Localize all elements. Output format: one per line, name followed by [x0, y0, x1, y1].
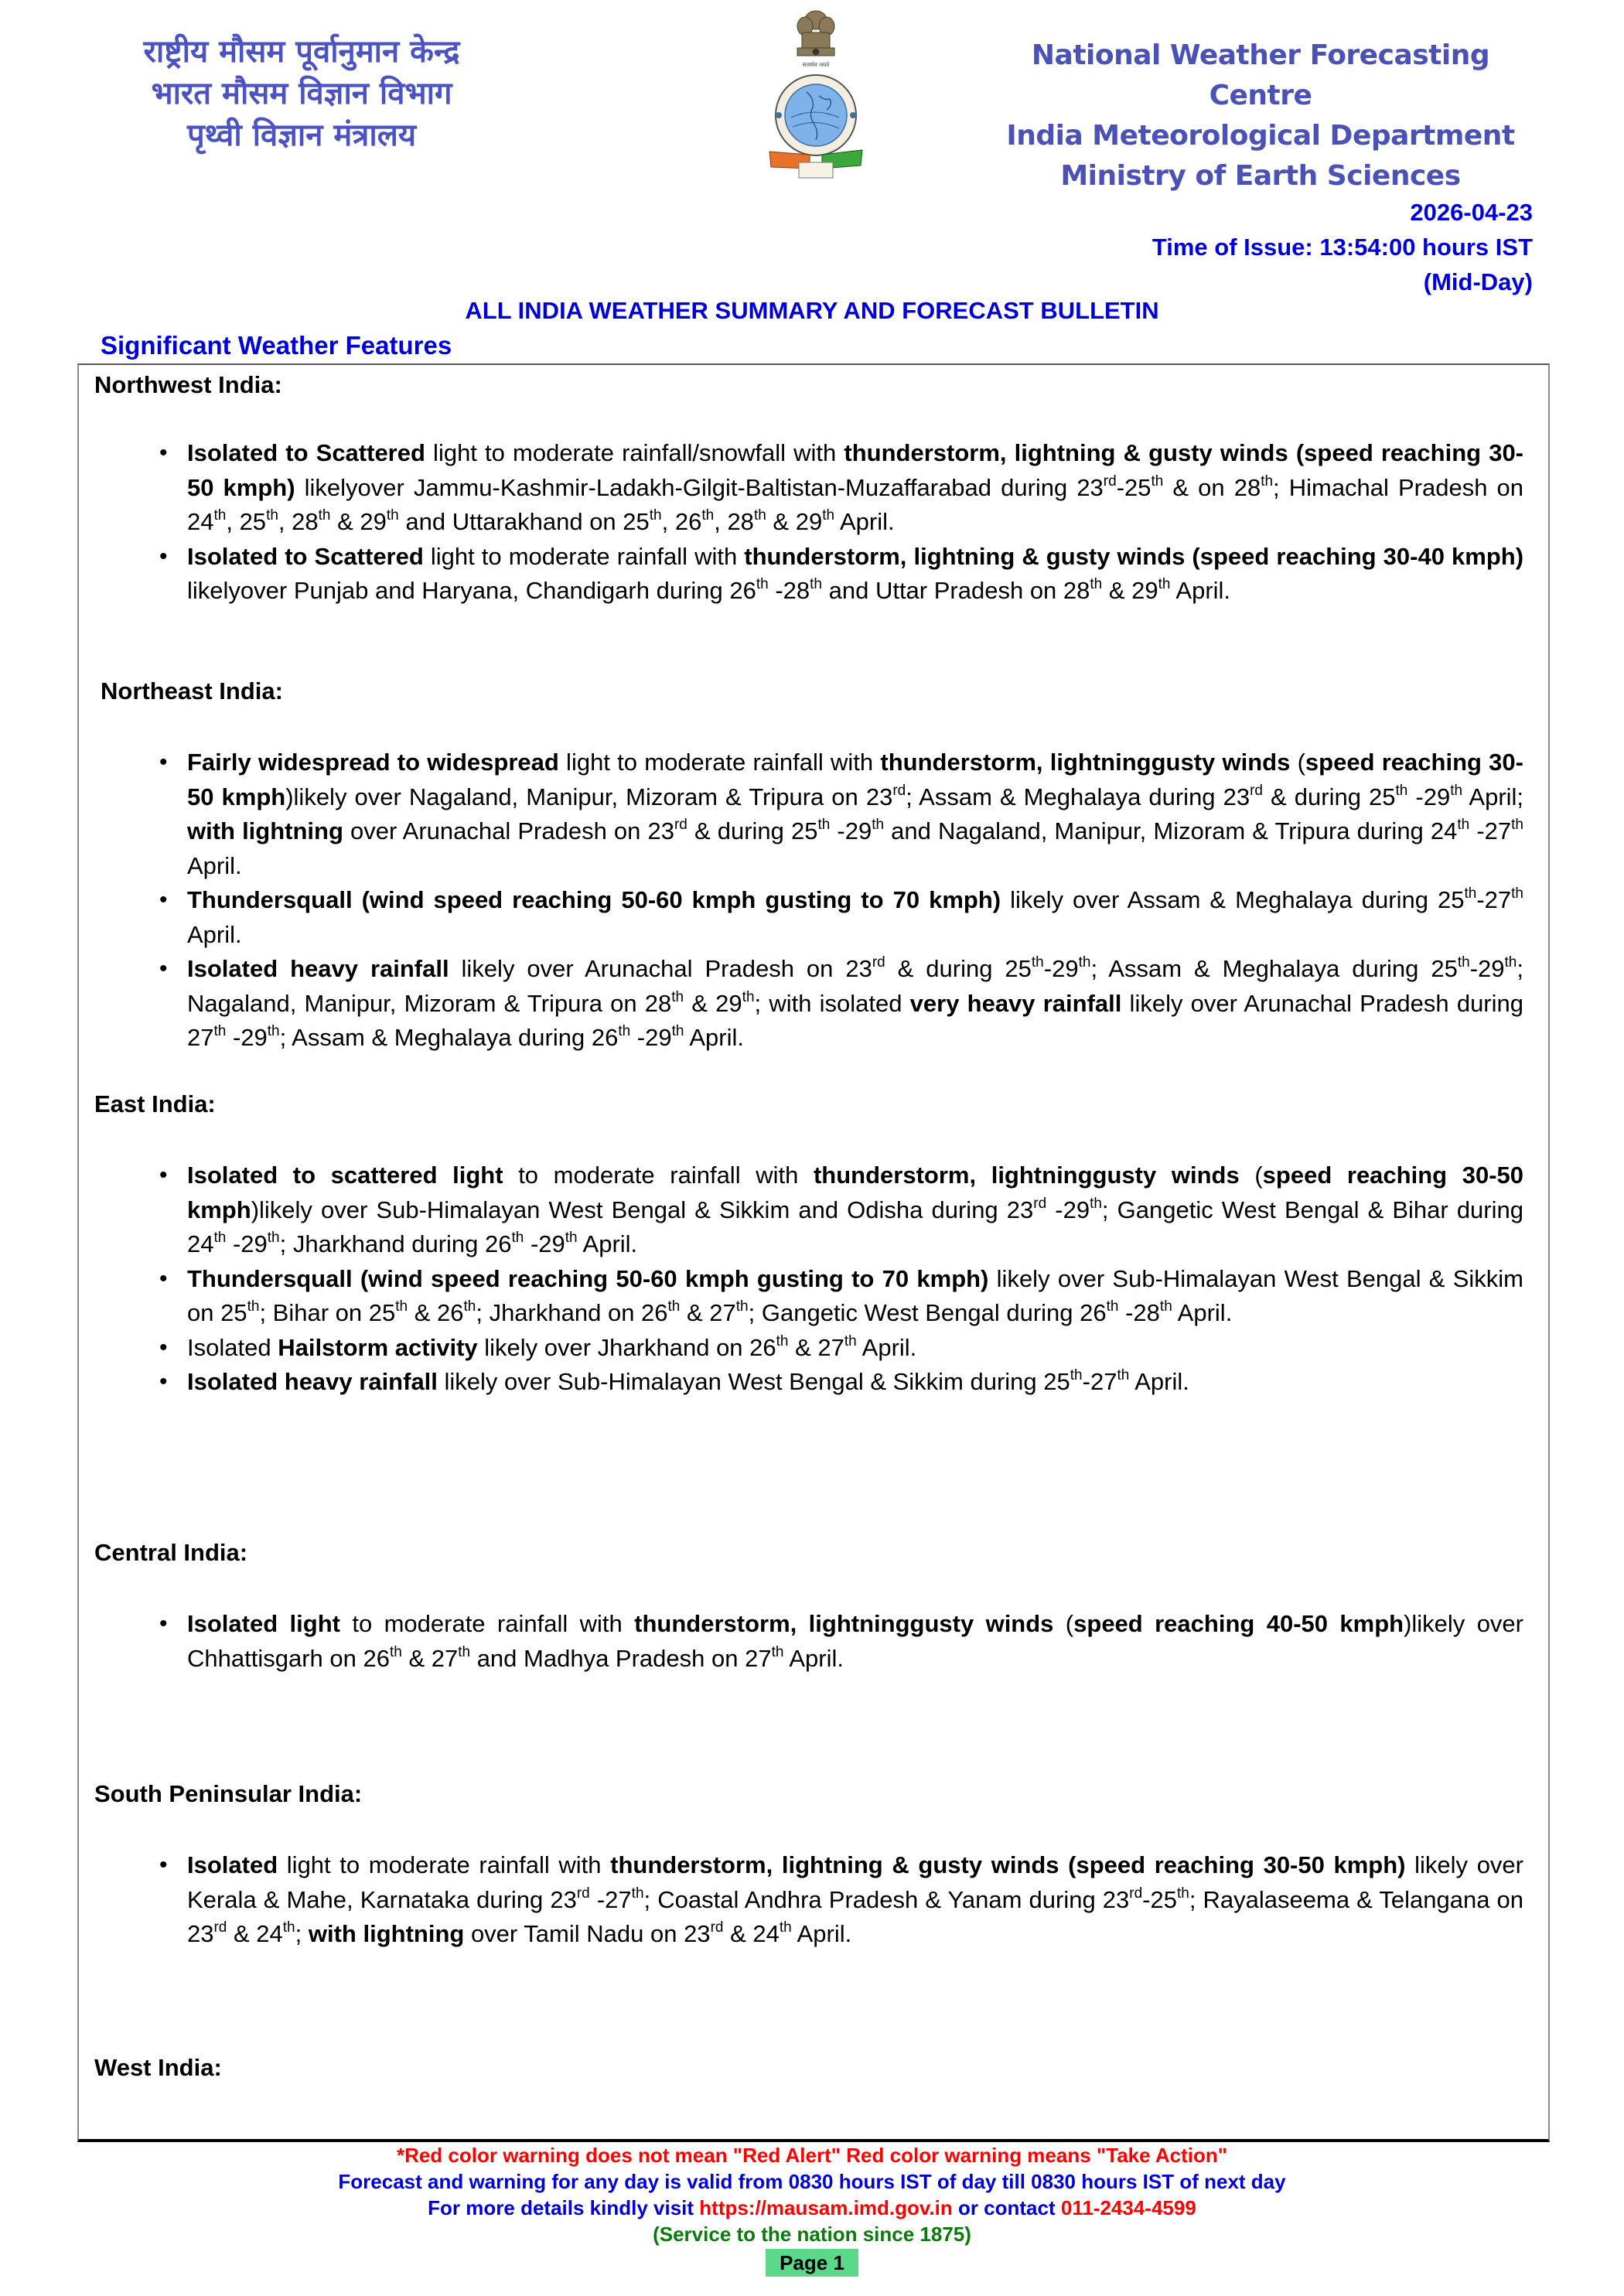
east-bullets [187, 1158, 1523, 1400]
list-item: • Thundersquall (wind speed reaching 50-60 kmph gusting to 70 kmph) likely over Sub-Himalayan West Bengal & Sikkim on 25th; Bihar on 25th & 26th; Jharkhand on 26th & 27th; Gangetic West Bengal during 26th -28th April. [187, 1262, 1523, 1331]
issue-time: Time of Issue: 13:54:00 hours IST [1151, 234, 1533, 261]
list-item: • Isolated to scattered light to moderate rainfall with thunderstorm, lightninggusty winds (speed reaching 30-50 kmph)likely over Sub-Himalayan West Bengal & Sikkim and Odisha during 23rd -29th; Gangetic West Bengal & Bihar during 24th -29th; Jharkhand during 26th -29th April. [187, 1158, 1523, 1262]
hindi-line-3: पृथ्वी विज्ञान मंत्रालय [186, 118, 417, 153]
region-heading-west: West India: [94, 2054, 222, 2081]
bulletin-title: ALL INDIA WEATHER SUMMARY AND FORECAST BULLETIN [465, 297, 1159, 324]
region-heading-south-peninsular: South Peninsular India: [94, 1780, 363, 1807]
central-bullets [187, 1607, 1523, 1676]
list-item: • Isolated Hailstorm activity likely over Jharkhand on 26th & 27th April. [187, 1331, 1523, 1366]
list-item: • Isolated heavy rainfall likely over Arunachal Pradesh on 23rd & during 25th-29th; Assam & Meghalaya during 25th-29th; Nagaland, Manipur, Mizoram & Tripura on 28th & 29th; with isolated very heavy rainfall likely over Arunachal Pradesh during 27th -29th; Assam & Meghalaya during 26th -29th April. [187, 952, 1523, 1056]
list-item: • Isolated to Scattered light to moderate rainfall with thunderstorm, lightning & gusty winds (speed reaching 30-40 kmph) likelyover Punjab and Haryana, Chandigarh during 26th -28th and Uttar Pradesh on 28th & 29th April. [187, 540, 1523, 609]
footer [0, 2142, 1624, 2277]
list-item: • Fairly widespread to widespread light to moderate rainfall with thunderstorm, lightninggusty winds (speed reaching 30-50 kmph)likely over Nagaland, Manipur, Mizoram & Tripura on 23rd; Assam & Meghalaya during 23rd & during 25th -29th April; with lightning over Arunachal Pradesh on 23rd & during 25th -29th and Nagaland, Manipur, Mizoram & Tripura during 24th -27th April. [187, 745, 1523, 883]
details-mid: or contact [952, 2196, 1061, 2219]
issue-period: (Mid-Day) [1423, 268, 1533, 295]
issue-info [1152, 195, 1533, 299]
validity-note: Forecast and warning for any day is valid from 0830 hours IST of day till 0830 hours IST of next day [338, 2170, 1286, 2193]
south-peninsular-bullets [187, 1848, 1523, 1952]
website-link[interactable]: https://mausam.imd.gov.in [699, 2196, 953, 2219]
section-title: Significant Weather Features [101, 331, 452, 360]
issue-date: 2026-04-23 [1410, 199, 1533, 226]
red-warning-note: *Red color warning does not mean "Red Alert" Red color warning means "Take Action" [396, 2144, 1228, 2167]
page-number-badge: Page 1 [766, 2249, 858, 2277]
list-item: • Isolated light to moderate rainfall with thunderstorm, lightninggusty winds (speed reaching 40-50 kmph)likely over Chhattisgarh on 26th & 27th and Madhya Pradesh on 27th April. [187, 1607, 1523, 1676]
org-line-2: India Meteorological Department [1006, 120, 1515, 152]
org-line-3: Ministry of Earth Sciences [1060, 160, 1461, 192]
details-prefix: For more details kindly visit [428, 2196, 700, 2219]
service-note: (Service to the nation since 1875) [653, 2223, 971, 2246]
region-heading-northwest: Northwest India: [94, 371, 282, 398]
list-item: • Thundersquall (wind speed reaching 50-60 kmph gusting to 70 kmph) likely over Assam & Meghalaya during 25th-27th April. [187, 883, 1523, 952]
list-item: • Isolated heavy rainfall likely over Sub-Himalayan West Bengal & Sikkim during 25th-27th April. [187, 1365, 1523, 1400]
list-item: • Isolated to Scattered light to moderate rainfall/snowfall with thunderstorm, lightning & gusty winds (speed reaching 30-50 kmph) likelyover Jammu-Kashmir-Ladakh-Gilgit-Baltistan-Muzaffarabad during 23rd-25th & on 28th; Himachal Pradesh on 24th, 25th, 28th & 29th and Uttarakhand on 25th, 26th, 28th & 29th April. [187, 436, 1523, 540]
hindi-line-1: राष्ट्रीय मौसम पूर्वानुमान केन्द्र [143, 34, 460, 70]
org-line-1: National Weather Forecasting Centre [1031, 39, 1490, 111]
contact-phone: 011-2434-4599 [1060, 2196, 1196, 2219]
details-note [0, 2195, 1624, 2221]
region-heading-northeast: Northeast India: [101, 677, 283, 704]
svg-text:सत्यमेव जयते: सत्यमेव जयते [802, 62, 830, 68]
northeast-bullets [187, 745, 1523, 1056]
region-heading-east: East India: [94, 1090, 216, 1117]
hindi-letterhead [101, 31, 503, 156]
weather-features-box [77, 363, 1550, 2142]
english-letterhead [1005, 36, 1516, 196]
northwest-bullets [187, 436, 1523, 609]
imd-emblem-icon [762, 3, 870, 183]
region-heading-central: Central India: [94, 1539, 248, 1566]
list-item: • Isolated light to moderate rainfall with thunderstorm, lightning & gusty winds (speed reaching 30-50 kmph) likely over Kerala & Mahe, Karnataka during 23rd -27th; Coastal Andhra Pradesh & Yanam during 23rd-25th; Rayalaseema & Telangana on 23rd & 24th; with lightning over Tamil Nadu on 23rd & 24th April. [187, 1848, 1523, 1952]
hindi-line-2: भारत मौसम विज्ञान विभाग [151, 76, 452, 111]
